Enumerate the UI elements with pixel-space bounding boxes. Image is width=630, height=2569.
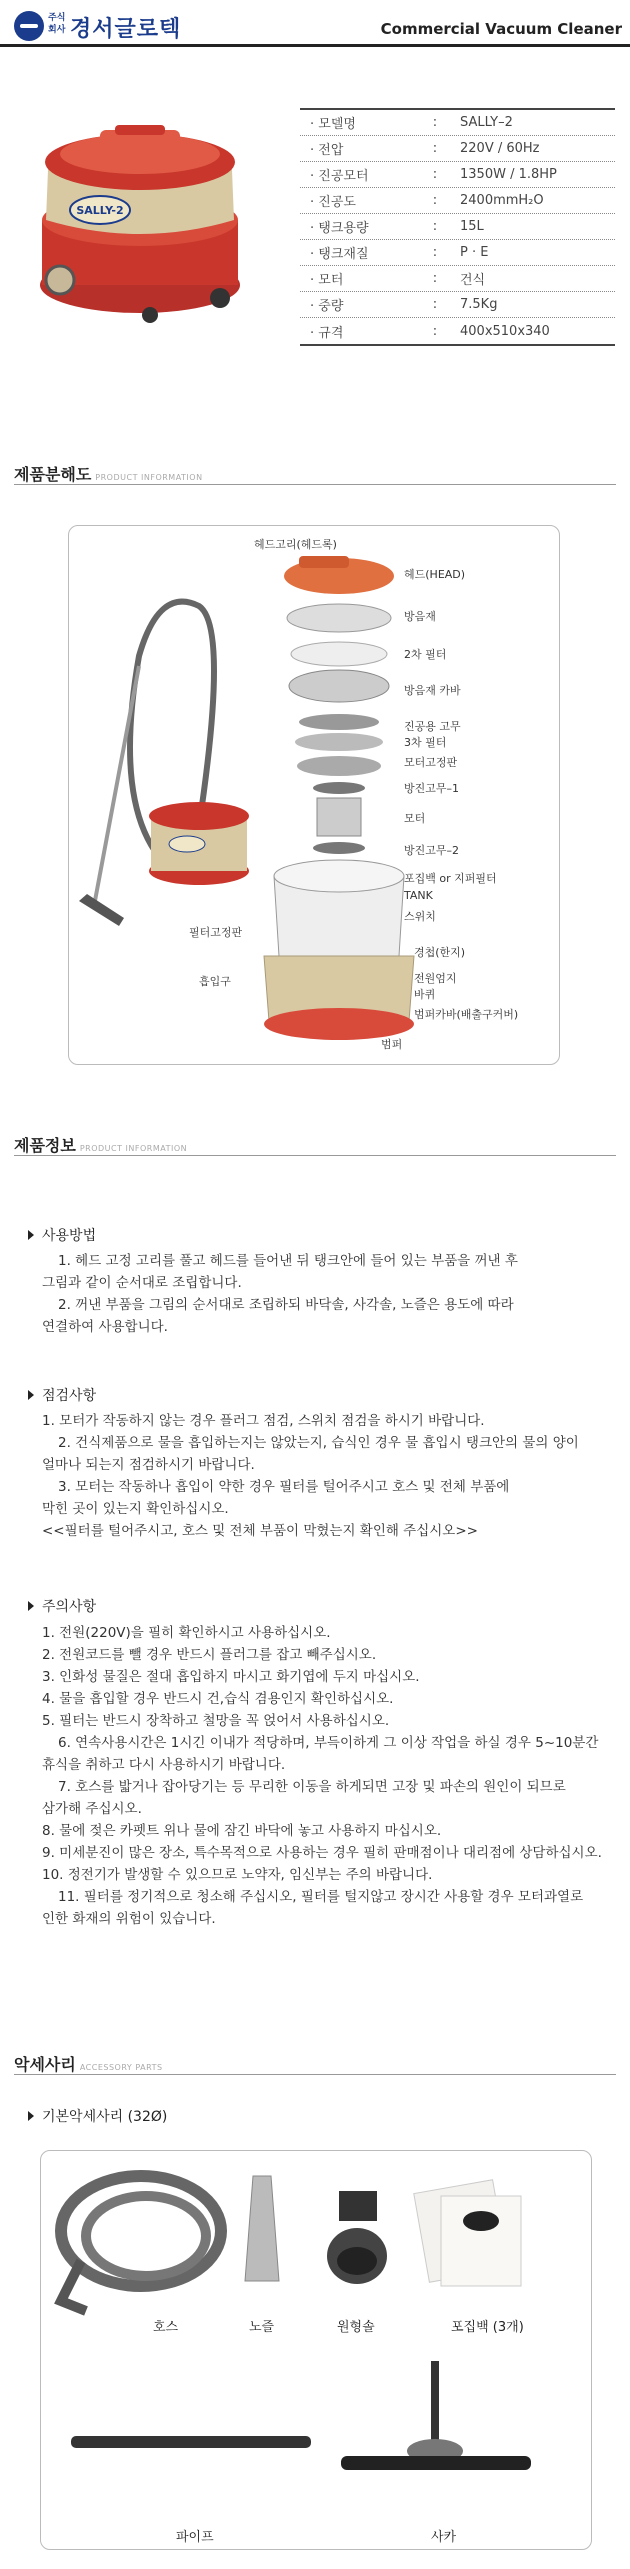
spec-row — [300, 292, 615, 318]
spec-value: 7.5Kg — [460, 297, 498, 312]
label-motor: 모터 — [404, 812, 426, 825]
spec-colon: : — [432, 115, 438, 130]
spec-value: SALLY–2 — [460, 115, 513, 130]
label-sound-foam: 방음재 — [404, 610, 436, 623]
spec-colon: : — [432, 323, 438, 339]
list-item: 9. 미세분진이 많은 장소, 특수목적으로 사용하는 경우 필히 판매점이나 대리점에 상담하십시오. — [42, 1845, 602, 1861]
section-title-text: 악세사리 — [14, 2055, 76, 2074]
acc-round-brush-label: 원형솔 — [337, 2320, 375, 2335]
company-type: 주식회사 — [48, 13, 66, 35]
list-item: 8. 물에 젖은 카펫트 위나 물에 잠긴 바닥에 놓고 사용하지 마십시오. — [42, 1823, 442, 1839]
spec-row — [300, 266, 615, 292]
list-item: 1. 헤드 고정 고리를 풀고 헤드를 들어낸 뒤 탱크안에 들어 있는 부품을 꺼낸 후 — [58, 1253, 518, 1269]
spec-colon: : — [432, 193, 438, 208]
spec-colon: : — [432, 219, 438, 234]
spec-label: · 탱크용량 — [310, 221, 369, 236]
label-float: 경첩(한지) — [414, 946, 466, 959]
label-intake: 흡입구 — [199, 975, 231, 988]
spec-label: · 전압 — [310, 143, 344, 158]
list-item: 1. 모터가 작동하지 않는 경우 플러그 점검, 스위치 점검을 하시기 바랍니다. — [42, 1413, 485, 1429]
acc-floor-label: 사카 — [431, 2530, 457, 2545]
list-item: 그림과 같이 순서대로 조립합니다. — [42, 1275, 242, 1291]
spec-colon: : — [432, 271, 438, 286]
acc-bags-label: 포집백 (3개) — [451, 2320, 524, 2335]
spec-colon: : — [432, 245, 438, 260]
list-item: 인한 화재의 위험이 있습니다. — [42, 1911, 216, 1927]
label-rubber2: 방진고무–2 — [404, 844, 460, 857]
caution-title: 주의사항 — [28, 1596, 96, 1616]
spec-label: · 탱크재질 — [310, 247, 369, 262]
page-title: Commercial Vacuum Cleaner — [380, 20, 622, 38]
section-title-diagram — [14, 462, 203, 485]
section-subtitle: PRODUCT INFORMATION — [95, 473, 203, 482]
spec-value: 2400mmH₂O — [460, 193, 544, 208]
list-item: 얼마나 되는지 점검하시기 바랍니다. — [42, 1457, 255, 1473]
list-item: 7. 호스를 밟거나 잡아당기는 등 무리한 이동을 하게되면 고장 및 파손의 원인이 되므로 — [58, 1779, 566, 1795]
section-divider — [14, 484, 616, 485]
section-subtitle: ACCESSORY PARTS — [79, 2063, 163, 2072]
spec-value: 220V / 60Hz — [460, 141, 540, 156]
label-wheel: 바퀴 — [414, 988, 436, 1001]
list-item: 1. 전원(220V)을 필히 확인하시고 사용하십시오. — [42, 1625, 331, 1641]
acc-pipe-label: 파이프 — [176, 2530, 214, 2545]
spec-label: · 모터 — [310, 273, 344, 288]
label-filter-plate: 필터고정판 — [189, 926, 243, 939]
spec-row — [300, 136, 615, 162]
list-item: 10. 정전기가 발생할 수 있으므로 노약자, 임신부는 주의 바랍니다. — [42, 1867, 433, 1883]
spec-row — [300, 214, 615, 240]
section-title-text: 제품정보 — [14, 1136, 76, 1155]
list-item: 휴식을 취하고 다시 사용하시기 바랍니다. — [42, 1757, 286, 1773]
list-item: 3. 인화성 물질은 절대 흡입하지 마시고 화기엽에 두지 마십시오. — [42, 1669, 420, 1685]
spec-value: P · E — [460, 245, 489, 260]
label-tank: TANK — [404, 889, 433, 902]
label-switch: 스위치 — [404, 910, 436, 923]
spec-value: 15L — [460, 219, 484, 234]
label-motor-plate: 모터고정판 — [404, 756, 458, 769]
spec-colon: : — [432, 167, 438, 182]
section-subtitle: PRODUCT INFORMATION — [79, 1144, 188, 1153]
vacuum-product-image — [20, 70, 250, 330]
label-bumper-cover: 범퍼카바(배출구커버) — [414, 1008, 519, 1021]
section-divider — [14, 1155, 616, 1156]
section-title-info — [14, 1133, 187, 1156]
spec-value: 1350W / 1.8HP — [460, 167, 557, 182]
list-item: 막힌 곳이 있는지 확인하십시오. — [42, 1501, 229, 1517]
list-item: 6. 연속사용시간은 1시긴 이내가 적당하며, 부득이하게 그 이상 작업을 하실 경우 5~10분간 — [58, 1735, 599, 1751]
spec-row — [300, 188, 615, 214]
spec-label: · 규격 — [310, 325, 344, 341]
label-power: 전원엄지 — [414, 972, 457, 985]
spec-value: 건식 — [460, 273, 486, 288]
list-item: 5. 필터는 반드시 장착하고 철망을 꼭 얹어서 사용하십시오. — [42, 1713, 390, 1729]
company-logo-icon — [14, 11, 44, 41]
inspection-title: 점검사항 — [28, 1385, 96, 1405]
list-item: 2. 전원코드를 뺄 경우 반드시 플러그를 잡고 빼주십시오. — [42, 1647, 377, 1663]
label-filter2: 2차 필터 — [404, 648, 447, 661]
spec-row — [300, 110, 615, 136]
label-rubber1: 방진고무–1 — [404, 782, 460, 795]
list-item: 3. 모터는 작동하나 흡입이 약한 경우 필터를 털어주시고 호스 및 전체 부품에 — [58, 1479, 510, 1495]
acc-nozzle-label: 노즐 — [249, 2320, 275, 2335]
caution-list — [42, 1622, 602, 1930]
label-head: 헤드(HEAD) — [404, 568, 466, 581]
spec-value: 400x510x340 — [460, 323, 550, 339]
label-head-handle: 헤드고리(헤드록) — [254, 538, 337, 551]
accessories-art — [41, 2151, 593, 2551]
list-item: 11. 필터를 정기적으로 청소해 주십시오, 필터를 털지않고 장시간 사용할 경우 모터과열로 — [58, 1889, 584, 1905]
list-item: 2. 건식제품으로 물을 흡입하는지는 않았는지, 습식인 경우 물 흡입시 탱크안의 물의 양이 — [58, 1435, 579, 1451]
company-name: 경서글로텍 — [70, 17, 182, 42]
spec-table — [300, 108, 615, 346]
list-item: 4. 물을 흡입할 경우 반드시 건,습식 겸용인지 확인하십시오. — [42, 1691, 394, 1707]
product-badge: SALLY-2 — [76, 204, 124, 217]
spec-colon: : — [432, 297, 438, 312]
list-item: 삼가해 주십시오. — [42, 1801, 142, 1817]
header-divider — [0, 44, 630, 47]
label-vacuum-rubber: 진공용 고무 — [404, 720, 461, 733]
label-sound-cover: 방음재 카바 — [404, 684, 461, 697]
spec-label: · 모델명 — [310, 117, 356, 132]
list-item: <<필터를 털어주시고, 호스 및 전체 부품이 막혔는지 확인해 주십시오>> — [42, 1523, 478, 1539]
spec-label: · 중량 — [310, 299, 344, 314]
label-bag: 포집백 or 지퍼필터 — [404, 872, 497, 885]
section-title-text: 제품분해도 — [14, 465, 92, 484]
label-bumper: 범퍼 — [381, 1038, 403, 1051]
acc-hose-label: 호스 — [153, 2320, 179, 2335]
spec-label: · 진공도 — [310, 195, 356, 210]
spec-label: · 진공모터 — [310, 169, 369, 184]
inspection-list — [42, 1410, 579, 1542]
spec-row — [300, 162, 615, 188]
usage-title: 사용방법 — [28, 1225, 96, 1245]
usage-list — [42, 1250, 518, 1338]
section-title-accessories — [14, 2052, 163, 2075]
exploded-diagram-art — [69, 526, 561, 1066]
spec-colon: : — [432, 141, 438, 156]
list-item: 연결하여 사용합니다. — [42, 1319, 168, 1335]
accessories-title: 기본악세사리 (32Ø) — [28, 2106, 167, 2126]
spec-row — [300, 318, 615, 344]
exploded-diagram — [68, 525, 560, 1065]
spec-row — [300, 240, 615, 266]
section-divider — [14, 2074, 616, 2075]
list-item: 2. 꺼낸 부품을 그림의 순서대로 조립하되 바닥솔, 사각솔, 노즐은 용도에 따라 — [58, 1297, 514, 1313]
label-filter3: 3차 필터 — [404, 736, 447, 749]
accessories-box — [40, 2150, 592, 2550]
